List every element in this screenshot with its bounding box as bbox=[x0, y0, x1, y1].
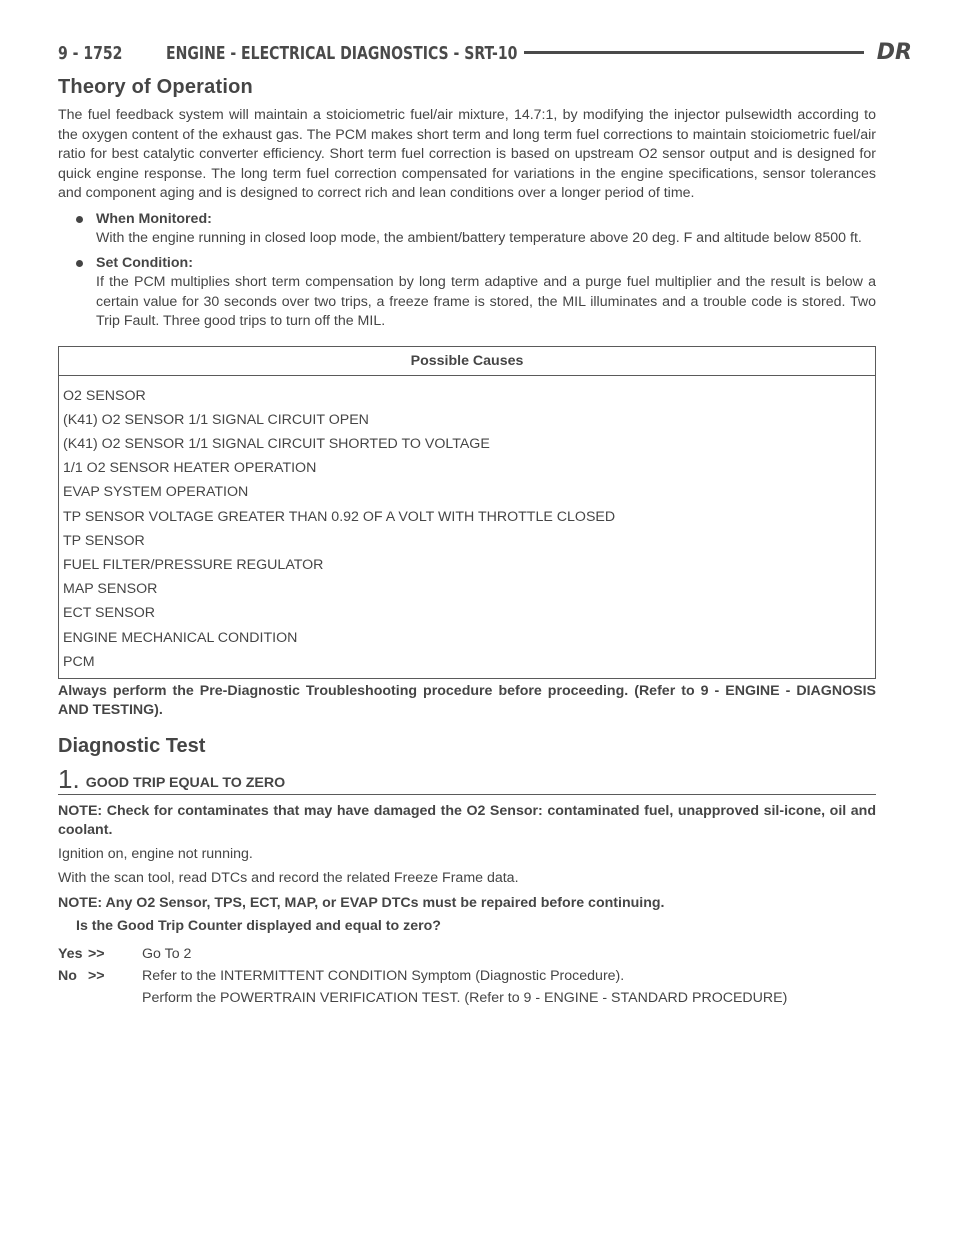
possible-causes-table bbox=[58, 346, 876, 679]
when-monitored-item bbox=[76, 210, 876, 249]
cause-item: ENGINE MECHANICAL CONDITION bbox=[63, 629, 298, 646]
header-title: ENGINE - ELECTRICAL DIAGNOSTICS - SRT-10 bbox=[166, 42, 518, 64]
diagnostic-heading: Diagnostic Test bbox=[58, 734, 206, 757]
cause-item: TP SENSOR bbox=[63, 532, 145, 549]
theory-heading: Theory of Operation bbox=[58, 76, 253, 98]
theory-bullets bbox=[76, 210, 876, 332]
model-code: DR bbox=[876, 40, 912, 65]
answer-no-text-2: Perform the POWERTRAIN VERIFICATION TEST. (Refer to 9 - ENGINE - STANDARD PROCEDURE) bbox=[142, 989, 788, 1006]
answer-yes-label: Yes bbox=[58, 945, 83, 962]
set-condition-text: If the PCM multiplies short term compensation by long term adaptive and a purge fuel multiplier and the result is below a certain value for 30 seconds over two trips, a freeze frame is stored, the MIL illuminates and a trouble code is stored. Two Trip Fault. Three good trips to turn off the MIL. bbox=[96, 274, 876, 329]
cause-item: EVAP SYSTEM OPERATION bbox=[63, 484, 249, 501]
page-number: 9 - 1752 bbox=[58, 42, 123, 64]
cause-item: (K41) O2 SENSOR 1/1 SIGNAL CIRCUIT OPEN bbox=[63, 411, 369, 428]
set-condition-item bbox=[76, 254, 876, 332]
theory-intro: The fuel feedback system will maintain a stoiciometric fuel/air mixture, 14.7:1, by modifying the injector pulsewidth according to the oxygen content of the exhaust gas. The PCM makes short term and long term fuel corrections to maintain stoiciometric fuel/air ratio for best catalytic converter efficiency. Short term fuel correction is based on upstream O2 sensor output and is designed for quick engine response. The long term fuel correction compensated for variations in the engine specifications, sensor tolerances and component aging and is designed to correct rich and lean conditions over a longer period of time. bbox=[58, 107, 876, 201]
step-title: GOOD TRIP EQUAL TO ZERO bbox=[85, 774, 286, 791]
step-number: 1. bbox=[58, 763, 80, 794]
cause-item: 1/1 O2 SENSOR HEATER OPERATION bbox=[63, 460, 317, 477]
contaminates-note: NOTE: Check for contaminates that may have damaged the O2 Sensor: contaminated fuel, unapproved sil-icone, oil and coolant. bbox=[58, 802, 876, 839]
bullet-icon bbox=[76, 260, 83, 267]
cause-item: MAP SENSOR bbox=[63, 581, 158, 598]
cause-item: O2 SENSOR bbox=[63, 387, 146, 404]
answer-no-arrow: >> bbox=[88, 967, 105, 984]
answer-no-label: No bbox=[58, 967, 77, 984]
answer-yes-text: Go To 2 bbox=[142, 945, 192, 962]
answer-yes bbox=[58, 943, 876, 965]
answer-no-text: Refer to the INTERMITTENT CONDITION Symptom (Diagnostic Procedure). bbox=[142, 967, 625, 984]
when-monitored-text: With the engine running in closed loop mode, the ambient/battery temperature above 20 deg. F and altitude below 8500 ft. bbox=[96, 230, 862, 246]
cause-item: ECT SENSOR bbox=[63, 605, 155, 622]
page-content bbox=[58, 76, 876, 1009]
dtc-repair-note: NOTE: Any O2 Sensor, TPS, ECT, MAP, or EVAP DTCs must be repaired before continuing. bbox=[58, 894, 665, 911]
step-header bbox=[58, 763, 876, 795]
cause-item: TP SENSOR VOLTAGE GREATER THAN 0.92 OF A VOLT WITH THROTTLE CLOSED bbox=[63, 508, 616, 525]
always-perform-note: Always perform the Pre-Diagnostic Troubleshooting procedure before proceeding. (Refer to 9 - ENGINE - DIAGNOSIS AND TESTING). bbox=[58, 682, 876, 719]
test-question: Is the Good Trip Counter displayed and equal to zero? bbox=[76, 918, 441, 935]
answer-yes-arrow: >> bbox=[88, 945, 105, 962]
cause-item: (K41) O2 SENSOR 1/1 SIGNAL CIRCUIT SHORTED TO VOLTAGE bbox=[63, 435, 490, 452]
possible-causes-heading: Possible Causes bbox=[59, 347, 875, 376]
header-rule bbox=[524, 51, 864, 54]
answer-no bbox=[58, 965, 876, 987]
set-condition-label: Set Condition: bbox=[96, 254, 193, 271]
bullet-icon bbox=[76, 216, 83, 223]
cause-item: FUEL FILTER/PRESSURE REGULATOR bbox=[63, 556, 324, 573]
cause-item: PCM bbox=[63, 653, 95, 670]
page-header bbox=[58, 40, 912, 66]
instruction-ignition: Ignition on, engine not running. bbox=[58, 845, 253, 862]
instruction-scan-tool: With the scan tool, read DTCs and record the related Freeze Frame data. bbox=[58, 870, 519, 887]
when-monitored-label: When Monitored: bbox=[96, 210, 212, 227]
possible-causes-list bbox=[59, 376, 875, 678]
